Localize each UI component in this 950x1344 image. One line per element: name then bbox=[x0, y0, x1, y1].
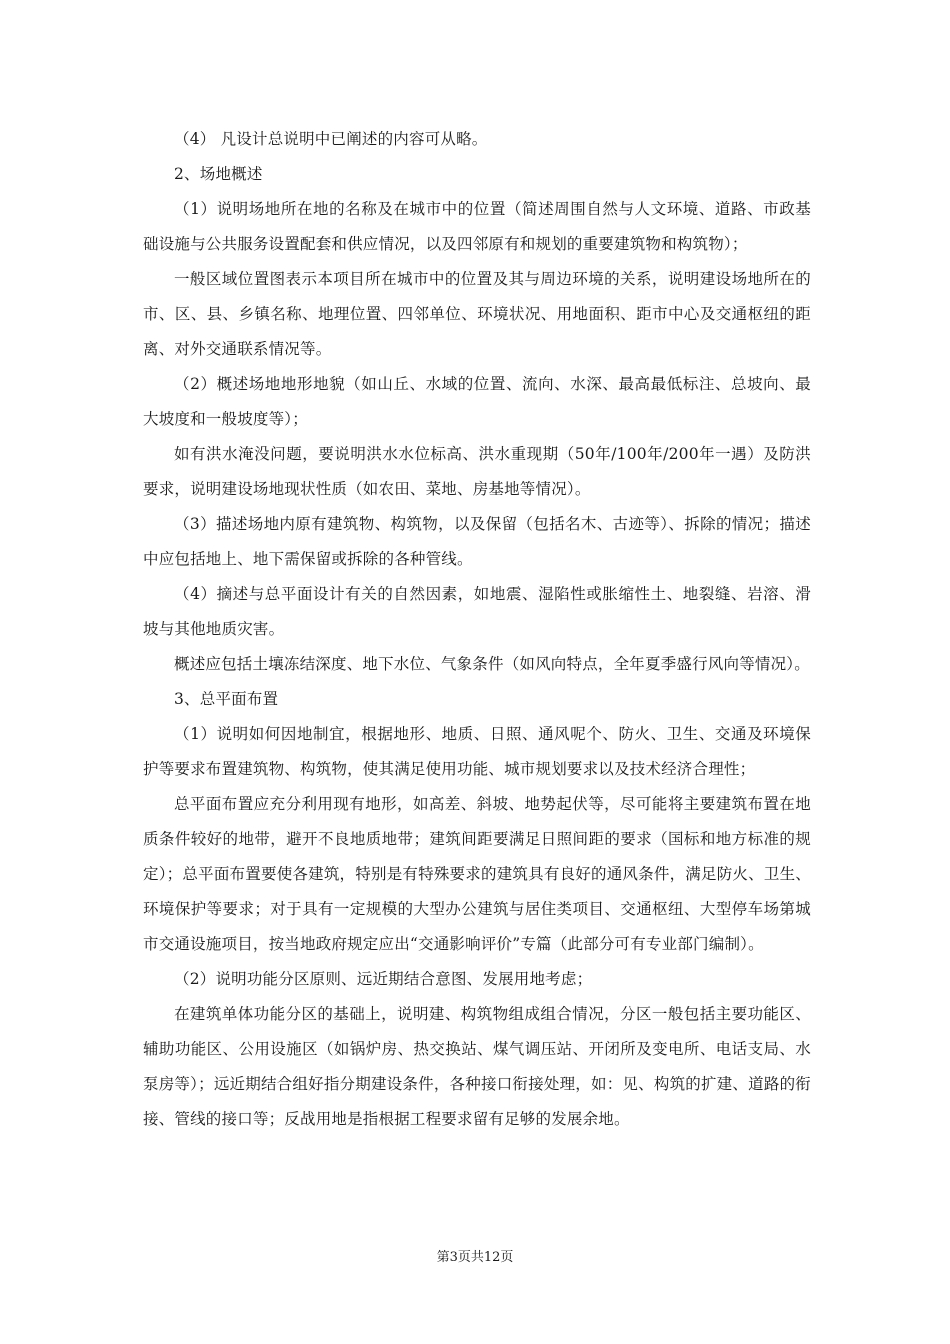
section-heading-general-layout: 3、总平面布置 bbox=[174, 690, 279, 708]
paragraph-soil-climate: 概述应包括土壤冻结深度、地下水位、气象条件（如风向特点，全年夏季盛行风向等情况）。 bbox=[174, 655, 810, 673]
paragraph-item-4-omit: （4） 凡设计总说明中已阐述的内容可从略。 bbox=[174, 130, 488, 148]
document-body bbox=[143, 122, 811, 1137]
paragraph-functional-zoning: （2）说明功能分区原则、远近期结合意图、发展用地考虑； bbox=[174, 970, 593, 988]
paragraph-existing-buildings: （3）描述场地内原有建筑物、构筑物，以及保留（包括名木、古迹等）、拆除的情况；描述中应包括地上、地下需保留或拆除的各种管线。 bbox=[143, 515, 811, 568]
paragraph-terrain: （2）概述场地地形地貌（如山丘、水域的位置、流向、水深、最高最低标注、总坡向、最大坡度和一般坡度等）； bbox=[143, 375, 811, 428]
paragraph-flood: 如有洪水淹没问题，要说明洪水水位标高、洪水重现期（50年/100年/200年一遇）及防洪要求，说明建设场地现状性质（如农田、菜地、房基地等情况）。 bbox=[143, 445, 811, 498]
paragraph-zoning-details: 在建筑单体功能分区的基础上，说明建、构筑物组成组合情况，分区一般包括主要功能区、辅助功能区、公用设施区（如锅炉房、热交换站、煤气调压站、开闭所及变电所、电话支局、水泵房等）；远近期结合组好指分期建设条件，各种接口衔接处理，如：见、构筑的扩建、道路的衔接、管线的接口等；反战用地是指根据工程要求留有足够的发展余地。 bbox=[143, 1005, 811, 1128]
paragraph-site-location: （1）说明场地所在地的名称及在城市中的位置（简述周围自然与人文环境、道路、市政基础设施与公共服务设置配套和供应情况，以及四邻原有和规划的重要建筑物和构筑物）； bbox=[143, 200, 811, 253]
page-number-footer: 第3页共12页 bbox=[436, 1250, 514, 1265]
paragraph-natural-factors: （4）摘述与总平面设计有关的自然因素，如地震、湿陷性或胀缩性土、地裂缝、岩溶、滑坡与其他地质灾害。 bbox=[143, 585, 811, 638]
paragraph-location-map: 一般区域位置图表示本项目所在城市中的位置及其与周边环境的关系，说明建设场地所在的市、区、县、乡镇名称、地理位置、四邻单位、环境状况、用地面积、距市中心及交通枢纽的距离、对外交通联系情况等。 bbox=[143, 270, 811, 358]
paragraph-layout-details: 总平面布置应充分利用现有地形，如高差、斜坡、地势起伏等，尽可能将主要建筑布置在地质条件较好的地带，避开不良地质地带；建筑间距要满足日照间距的要求（国标和地方标准的规定）；总平面布置要使各建筑，特别是有特殊要求的建筑具有良好的通风条件，满足防火、卫生、环境保护等要求；对于具有一定规模的大型办公建筑与居住类项目、交通枢纽、大型停车场第城市交通设施项目，按当地政府规定应出“交通影响评价”专篇（此部分可有专业部门编制）。 bbox=[143, 795, 811, 953]
paragraph-layout-principles: （1）说明如何因地制宜，根据地形、地质、日照、通风呢个、防火、卫生、交通及环境保护等要求布置建筑物、构筑物，使其满足使用功能、城市规划要求以及技术经济合理性； bbox=[143, 725, 811, 778]
section-heading-site-overview: 2、场地概述 bbox=[174, 165, 263, 183]
